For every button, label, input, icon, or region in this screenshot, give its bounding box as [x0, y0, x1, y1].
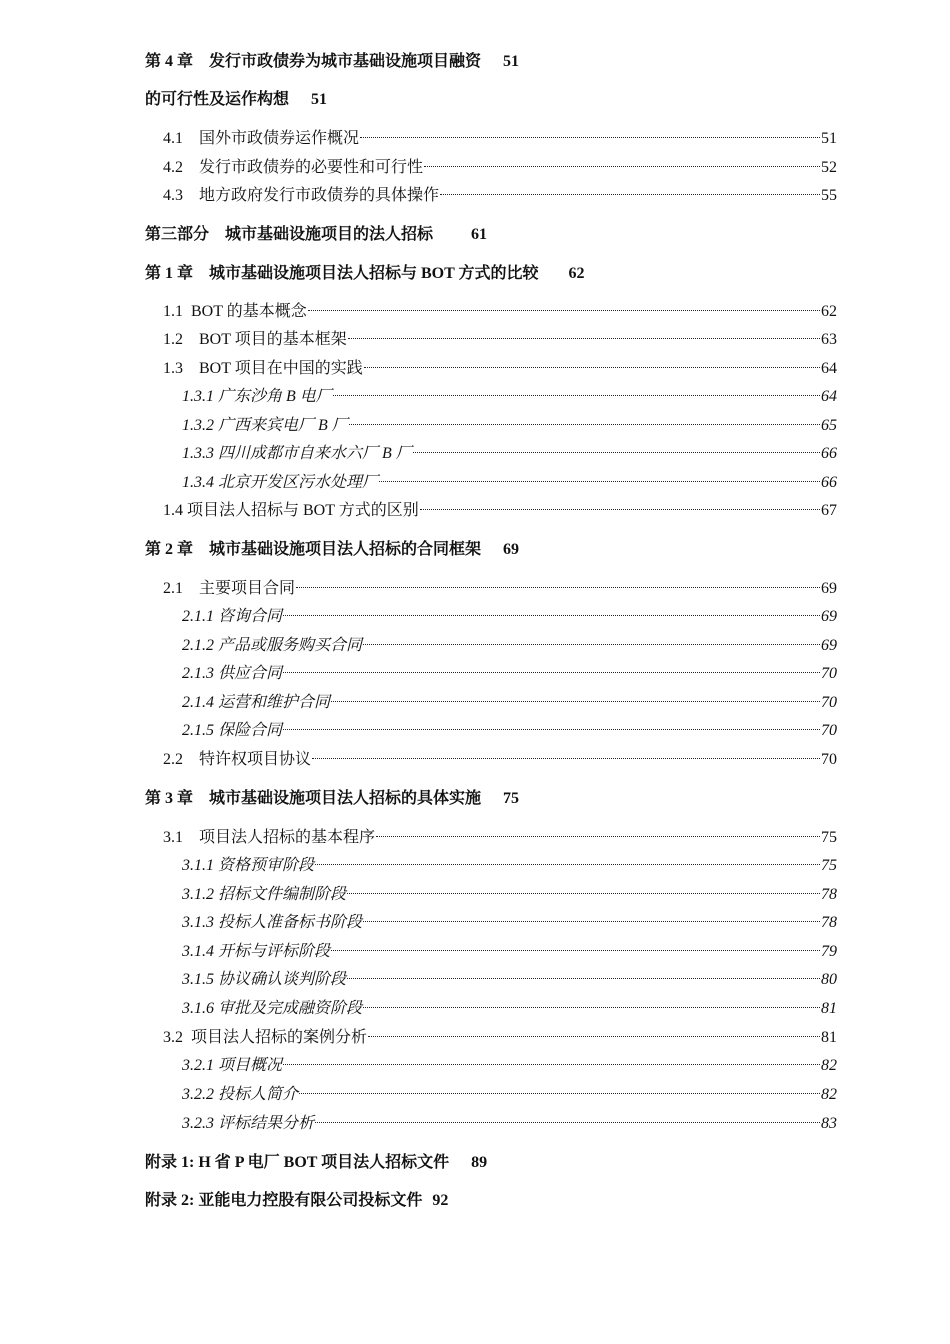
heading-title: 第 2 章 城市基础设施项目法人招标的合同框架 [145, 541, 482, 558]
entry-page-number: 70 [821, 751, 837, 768]
entry-title: 3.1.6 审批及完成融资阶段 [182, 1000, 363, 1017]
toc-subentry[interactable] [182, 719, 837, 743]
entry-title: 1.2 BOT 项目的基本框架 [163, 331, 347, 348]
toc-subentry[interactable] [182, 1054, 837, 1078]
dot-leader [379, 481, 820, 482]
toc-entry[interactable] [163, 300, 837, 324]
toc-subentry[interactable] [182, 997, 837, 1021]
dot-leader [296, 587, 820, 588]
toc-subentry[interactable] [182, 968, 837, 992]
dot-leader [308, 310, 820, 311]
heading-page-number: 69 [503, 541, 520, 558]
toc-entry[interactable] [163, 577, 837, 601]
heading-page-number: 62 [568, 265, 585, 282]
entry-page-number: 55 [821, 187, 837, 204]
dot-leader [424, 166, 820, 167]
dot-leader [315, 1122, 820, 1123]
entry-page-number: 69 [821, 608, 837, 625]
entry-title: 3.1.5 协议确认谈判阶段 [182, 971, 347, 988]
heading-title: 第 3 章 城市基础设施项目法人招标的具体实施 [145, 790, 482, 807]
toc-entry[interactable] [163, 156, 837, 180]
dot-leader [299, 1093, 820, 1094]
entry-title: 2.1 主要项目合同 [163, 580, 296, 597]
heading-page-number: 89 [471, 1154, 488, 1171]
heading-page-number: 51 [503, 53, 520, 70]
toc-heading[interactable] [145, 538, 519, 562]
toc-subentry[interactable] [182, 854, 837, 878]
entry-page-number: 62 [821, 303, 837, 320]
entry-title: 3.1.3 投标人准备标书阶段 [182, 914, 363, 931]
toc-entry[interactable] [163, 826, 837, 850]
entry-title: 3.1.2 招标文件编制阶段 [182, 886, 347, 903]
toc-heading[interactable] [145, 1189, 448, 1213]
toc-entry[interactable] [163, 357, 837, 381]
dot-leader [363, 644, 820, 645]
dot-leader [420, 509, 820, 510]
entry-page-number: 65 [821, 417, 837, 434]
entry-page-number: 70 [821, 722, 837, 739]
entry-title: 2.1.1 咨询合同 [182, 608, 283, 625]
entry-page-number: 67 [821, 502, 837, 519]
entry-title: 1.1 BOT 的基本概念 [163, 303, 307, 320]
entry-title: 3.2.1 项目概况 [182, 1057, 283, 1074]
dot-leader [440, 194, 820, 195]
entry-title: 3.2.2 投标人简介 [182, 1086, 299, 1103]
toc-subentry[interactable] [182, 1112, 837, 1136]
toc-entry[interactable] [163, 127, 837, 151]
entry-page-number: 69 [821, 580, 837, 597]
entry-page-number: 66 [821, 445, 837, 462]
toc-subentry[interactable] [182, 691, 837, 715]
entry-title: 4.1 国外市政债券运作概况 [163, 130, 360, 147]
dot-leader [347, 893, 820, 894]
dot-leader [283, 615, 820, 616]
dot-leader [315, 864, 820, 865]
toc-subentry[interactable] [182, 471, 837, 495]
entry-title: 2.1.2 产品或服务购买合同 [182, 637, 363, 654]
dot-leader [349, 424, 820, 425]
toc-subentry[interactable] [182, 414, 837, 438]
entry-page-number: 79 [821, 943, 837, 960]
entry-title: 4.2 发行市政债券的必要性和可行性 [163, 159, 424, 176]
heading-page-number: 61 [471, 226, 488, 243]
entry-page-number: 63 [821, 331, 837, 348]
toc-heading[interactable] [145, 88, 327, 112]
entry-title: 2.1.5 保险合同 [182, 722, 283, 739]
entry-page-number: 51 [821, 130, 837, 147]
dot-leader [331, 950, 820, 951]
entry-title: 1.3.3 四川成都市自来水六厂 B 厂 [182, 445, 412, 462]
entry-page-number: 80 [821, 971, 837, 988]
dot-leader [360, 137, 820, 138]
entry-page-number: 52 [821, 159, 837, 176]
entry-title: 3.2.3 评标结果分析 [182, 1115, 315, 1132]
heading-title: 第三部分 城市基础设施项目的法人招标 [145, 226, 434, 243]
dot-leader [363, 921, 820, 922]
dot-leader [413, 452, 820, 453]
toc-heading[interactable] [145, 223, 487, 247]
entry-title: 3.2 项目法人招标的案例分析 [163, 1029, 368, 1046]
toc-subentry[interactable] [182, 385, 837, 409]
toc-heading[interactable] [145, 787, 519, 811]
heading-title: 第 1 章 城市基础设施项目法人招标与 BOT 方式的比较 [145, 265, 539, 282]
dot-leader [376, 836, 820, 837]
heading-title: 附录 1: H 省 P 电厂 BOT 项目法人招标文件 [145, 1154, 450, 1171]
toc-subentry[interactable] [182, 883, 837, 907]
dot-leader [312, 758, 820, 759]
entry-title: 1.3.4 北京开发区污水处理厂 [182, 474, 379, 491]
dot-leader [331, 701, 820, 702]
entry-page-number: 82 [821, 1086, 837, 1103]
toc-subentry[interactable] [182, 605, 837, 629]
toc-heading[interactable] [145, 50, 519, 74]
entry-title: 3.1.1 资格预审阶段 [182, 857, 315, 874]
heading-page-number: 51 [311, 91, 328, 108]
entry-page-number: 78 [821, 914, 837, 931]
entry-page-number: 69 [821, 637, 837, 654]
toc-subentry[interactable] [182, 1083, 837, 1107]
entry-title: 3.1.4 开标与评标阶段 [182, 943, 331, 960]
toc-heading[interactable] [145, 262, 585, 286]
toc-subentry[interactable] [182, 442, 837, 466]
dot-leader [283, 672, 820, 673]
toc-subentry[interactable] [182, 911, 837, 935]
dot-leader [283, 729, 820, 730]
entry-page-number: 64 [821, 360, 837, 377]
entry-title: 3.1 项目法人招标的基本程序 [163, 829, 376, 846]
toc-subentry[interactable] [182, 662, 837, 686]
entry-page-number: 82 [821, 1057, 837, 1074]
entry-title: 2.1.3 供应合同 [182, 665, 283, 682]
toc-subentry[interactable] [182, 940, 837, 964]
toc-entry[interactable] [163, 328, 837, 352]
entry-title: 1.3.1 广东沙角 B 电厂 [182, 388, 332, 405]
toc-entry[interactable] [163, 748, 837, 772]
entry-page-number: 70 [821, 665, 837, 682]
heading-page-number: 92 [432, 1192, 449, 1209]
entry-title: 1.3.2 广西来宾电厂 B 厂 [182, 417, 348, 434]
toc-subentry[interactable] [182, 634, 837, 658]
entry-page-number: 81 [821, 1000, 837, 1017]
heading-title: 的可行性及运作构想 [145, 91, 290, 108]
entry-page-number: 75 [821, 829, 837, 846]
heading-page-number: 75 [503, 790, 520, 807]
dot-leader [368, 1036, 820, 1037]
entry-title: 2.2 特许权项目协议 [163, 751, 312, 768]
entry-title: 1.4 项目法人招标与 BOT 方式的区别 [163, 502, 419, 519]
entry-page-number: 83 [821, 1115, 837, 1132]
entry-title: 4.3 地方政府发行市政债券的具体操作 [163, 187, 440, 204]
dot-leader [347, 978, 820, 979]
toc-entry[interactable] [163, 184, 837, 208]
entry-page-number: 70 [821, 694, 837, 711]
toc-entry[interactable] [163, 1026, 837, 1050]
entry-page-number: 66 [821, 474, 837, 491]
dot-leader [348, 338, 820, 339]
toc-heading[interactable] [145, 1151, 487, 1175]
entry-page-number: 78 [821, 886, 837, 903]
dot-leader [333, 395, 820, 396]
entry-title: 2.1.4 运营和维护合同 [182, 694, 331, 711]
entry-page-number: 75 [821, 857, 837, 874]
entry-title: 1.3 BOT 项目在中国的实践 [163, 360, 363, 377]
toc-entry[interactable] [163, 499, 837, 523]
heading-title: 附录 2: 亚能电力控股有限公司投标文件 [145, 1192, 423, 1209]
entry-page-number: 81 [821, 1029, 837, 1046]
dot-leader [364, 367, 820, 368]
entry-page-number: 64 [821, 388, 837, 405]
dot-leader [283, 1064, 820, 1065]
dot-leader [363, 1007, 820, 1008]
heading-title: 第 4 章 发行市政债券为城市基础设施项目融资 [145, 53, 482, 70]
